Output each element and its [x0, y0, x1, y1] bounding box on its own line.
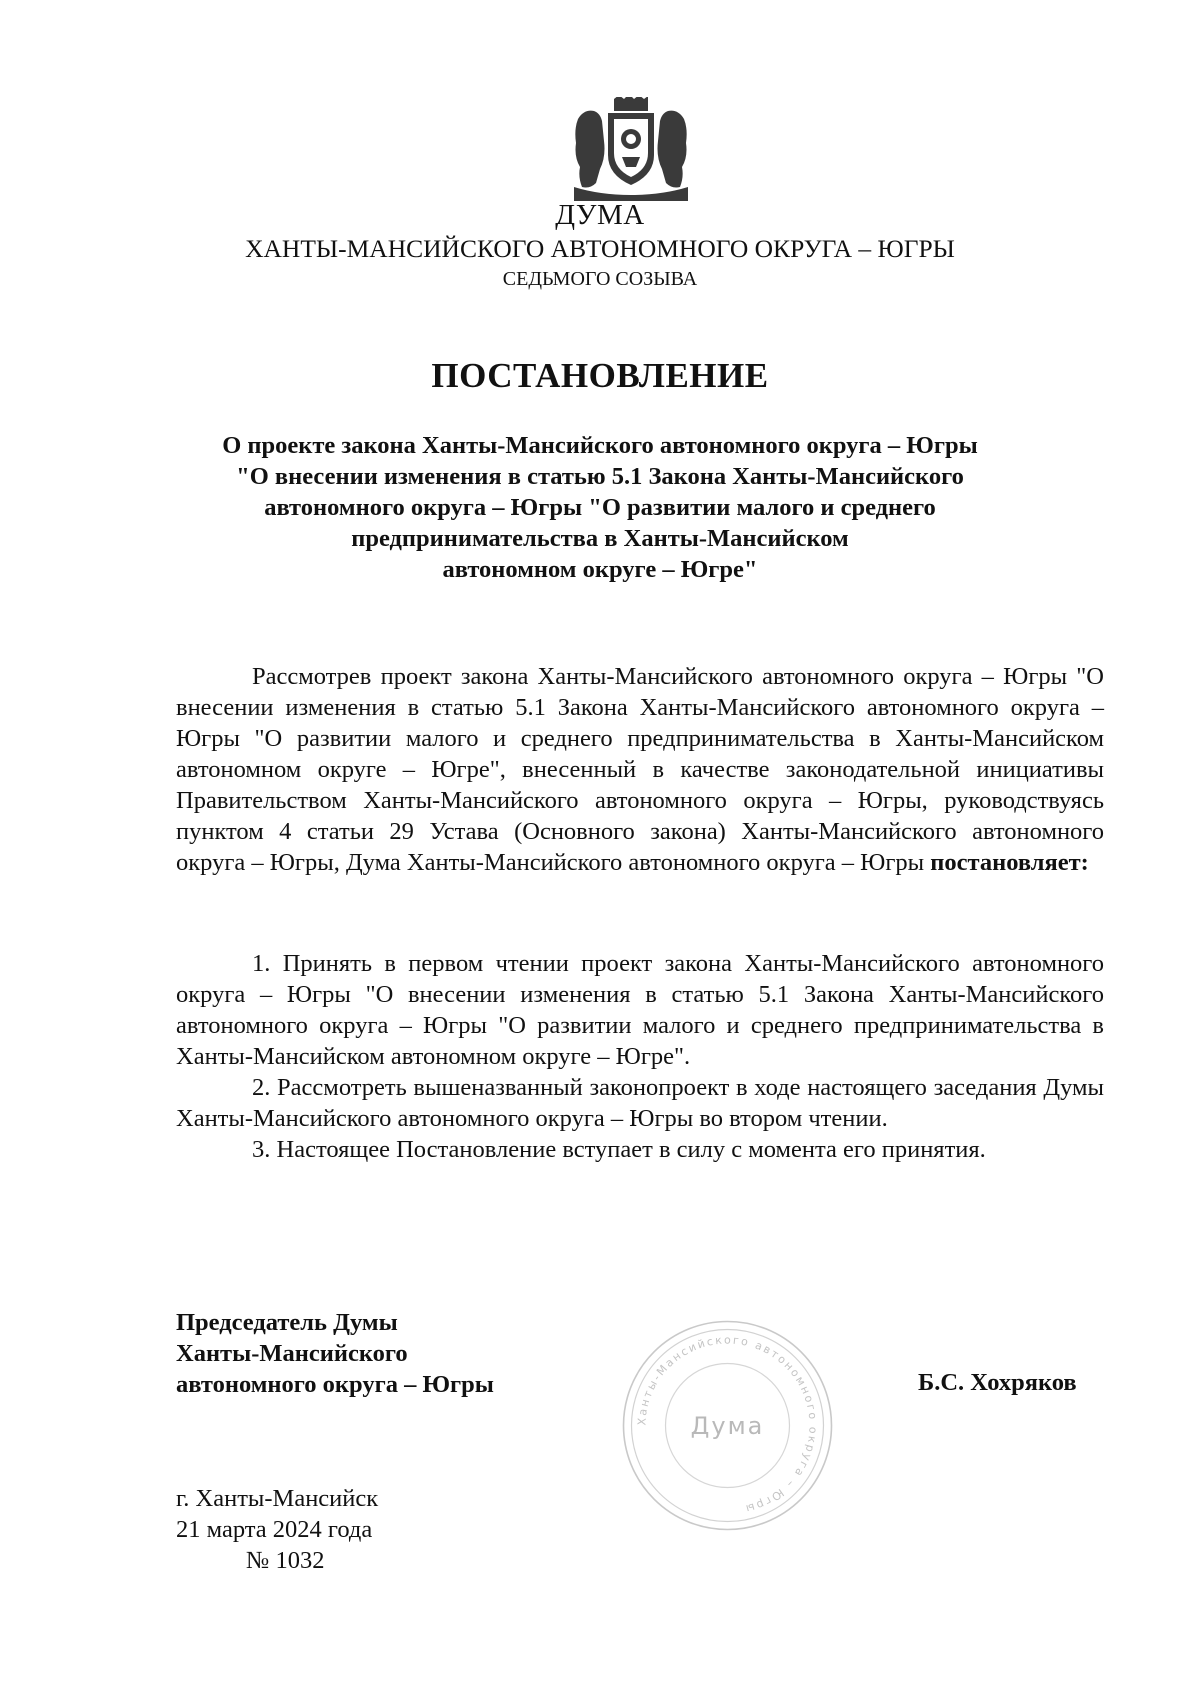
issuer-region: ХАНТЫ-МАНСИЙСКОГО АВТОНОМНОГО ОКРУГА – ЮГРЫ [245, 234, 955, 263]
position-line: Ханты-Мансийского [176, 1340, 408, 1367]
stamp-center-text: Дума [690, 1412, 765, 1440]
preamble-text: Рассмотрев проект закона Ханты-Мансийского автономного округа – Югры "О внесении изменения в статью 5.1 Закона Ханты-Мансийского автономного округа – Югры "О развитии малого и среднего предпринимательства в Ханты-Мансийском автономном округе – Югре", внесенный в качестве законодательной инициативы Правительством Ханты-Мансийского автономного округа – Югры, руководствуясь пунктом 4 статьи 29 Устава (Основного закона) Ханты-Мансийского автономного округа – Югры, Дума Ханты-Мансийского автономного округа – Югры [176, 663, 1104, 876]
preamble-paragraph [176, 661, 1104, 878]
issuer-convocation: СЕДЬМОГО СОЗЫВА [502, 268, 698, 290]
document-title [150, 430, 1050, 585]
signatory-name: Б.С. Хохряков [918, 1369, 1077, 1396]
document-place: г. Ханты-Мансийск [176, 1485, 379, 1512]
document-place-date [176, 1483, 378, 1576]
document-type: ПОСТАНОВЛЕНИЕ [431, 356, 769, 395]
resolution-item: 1. Принять в первом чтении проект закона Ханты-Мансийского автономного округа – Югры "О внесении изменения в статью 5.1 Закона Ханты-Мансийского автономного округа – Югры "О развитии малого и среднего предпринимательства в Ханты-Мансийском автономном округе – Югре". [176, 950, 1104, 1070]
title-line: автономном округе – Югре" [442, 556, 758, 583]
stamp-ring-text: Ханты-Мансийского автономного округа – Югры [635, 1333, 820, 1516]
signatory-position [176, 1307, 494, 1400]
title-line: предпринимательства в Ханты-Мансийском [351, 525, 849, 552]
resolves-keyword: постановляет: [930, 849, 1089, 876]
resolution-item: 3. Настоящее Постановление вступает в силу с момента его принятия. [252, 1136, 986, 1163]
document-date: 21 марта 2024 года [176, 1516, 373, 1543]
coat-of-arms-icon [570, 97, 692, 201]
issuer-title: ДУМА [555, 199, 645, 231]
title-line: О проекте закона Ханты-Мансийского автономного округа – Югры [222, 432, 978, 459]
title-line: "О внесении изменения в статью 5.1 Закона Ханты-Мансийского [236, 463, 964, 490]
position-line: автономного округа – Югры [176, 1371, 494, 1398]
resolution-items [176, 948, 1104, 1165]
position-line: Председатель Думы [176, 1309, 398, 1336]
preamble [176, 661, 1104, 878]
document-number: № 1032 [246, 1547, 325, 1574]
resolution-item: 2. Рассмотреть вышеназванный законопроект в ходе настоящего заседания Думы Ханты-Мансийского автономного округа – Югры во втором чтении. [176, 1074, 1104, 1132]
official-stamp [620, 1318, 835, 1533]
title-line: автономного округа – Югры "О развитии малого и среднего [264, 494, 936, 521]
